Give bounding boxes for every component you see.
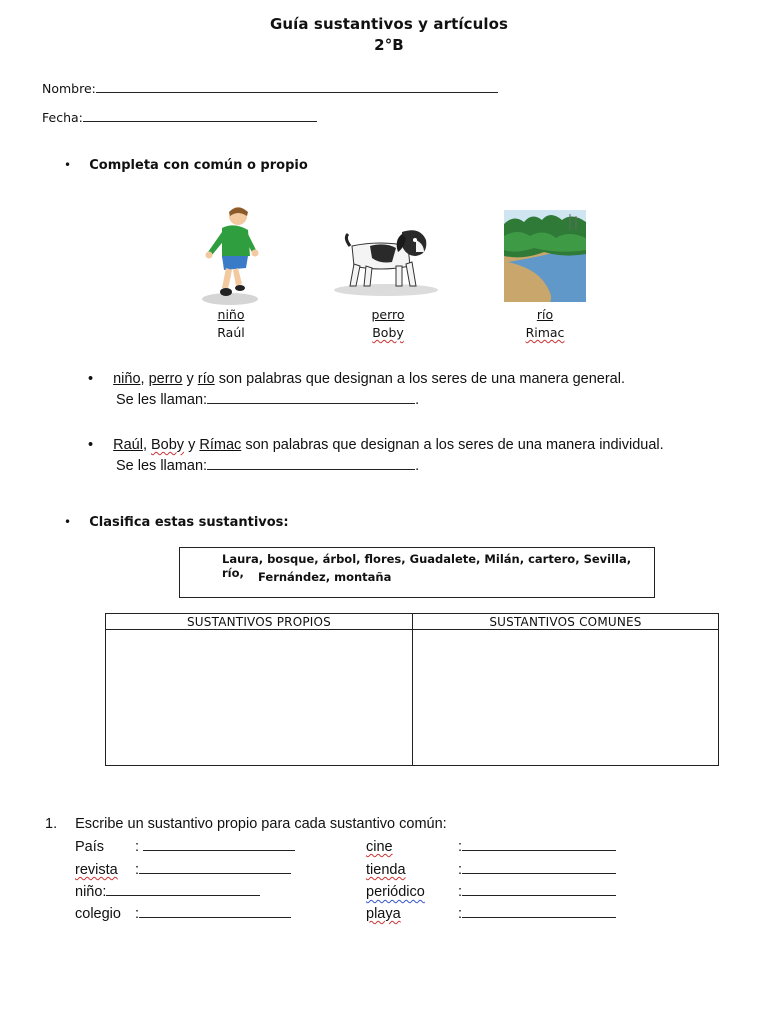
- name-field[interactable]: [42, 80, 498, 96]
- word-list-line1: Laura, bosque, árbol, flores, Guadalete, Milán, cartero, Sevilla, río,: [222, 552, 632, 580]
- bullet-icon: •: [88, 437, 94, 453]
- answer-line-revista[interactable]: [139, 861, 291, 874]
- answer-line-general[interactable]: [207, 391, 415, 404]
- date-label: Fecha:: [42, 110, 83, 125]
- answer-line-playa[interactable]: [462, 905, 616, 918]
- proper-noun-label: Raúl: [217, 325, 245, 340]
- word-list-line2: Fernández, montaña: [258, 570, 392, 584]
- common-noun-label: río: [536, 307, 554, 322]
- proper-noun-label: Rimac: [525, 325, 565, 340]
- answer-line-pais[interactable]: [143, 838, 295, 851]
- answer-line-tienda[interactable]: [462, 861, 616, 874]
- date-field[interactable]: [42, 109, 317, 125]
- bullet-icon: •: [64, 158, 72, 172]
- cell-common-nouns[interactable]: [413, 630, 719, 766]
- name-blank-line[interactable]: [96, 80, 498, 93]
- row-pais: País :: [75, 838, 295, 855]
- boy-running-icon: [198, 204, 262, 308]
- name-label: Nombre:: [42, 81, 96, 96]
- answer-line-periodico[interactable]: [462, 883, 616, 896]
- common-noun-label: perro: [371, 307, 405, 322]
- row-tienda: tienda :: [366, 861, 616, 878]
- date-blank-line[interactable]: [83, 109, 317, 122]
- row-playa: playa :: [366, 905, 616, 922]
- dog-icon: [330, 226, 442, 298]
- page-subtitle: 2°B: [374, 36, 404, 54]
- header-proper-nouns: SUSTANTIVOS PROPIOS: [106, 614, 413, 630]
- picture2-labels: [333, 306, 443, 342]
- header-common-nouns: SUSTANTIVOS COMUNES: [413, 614, 719, 630]
- answer-line-individual[interactable]: [207, 457, 415, 470]
- section1-instruction: • Completa con común o propio: [64, 158, 308, 173]
- cell-proper-nouns[interactable]: [106, 630, 413, 766]
- answer-line-nino[interactable]: [106, 883, 260, 896]
- classification-table: [105, 613, 719, 766]
- bullet-icon: •: [64, 515, 72, 529]
- word-list-box: [179, 547, 655, 598]
- statement-general: • niño, perro y río son palabras que designan a los seres de una manera general. Se les llaman: .: [88, 371, 625, 408]
- row-cine: cine :: [366, 838, 616, 855]
- answer-line-colegio[interactable]: [139, 905, 291, 918]
- common-noun-label: niño: [217, 307, 245, 322]
- proper-noun-label: Boby: [372, 325, 404, 340]
- answer-line-cine[interactable]: [462, 838, 616, 851]
- bullet-icon: •: [88, 371, 94, 387]
- statement-individual: • Raúl, Boby y Rímac son palabras que designan a los seres de una manera individual. Se les llaman: .: [88, 437, 664, 474]
- picture1-labels: [176, 306, 286, 342]
- row-colegio: colegio :: [75, 905, 291, 922]
- page-title: Guía sustantivos y artículos: [269, 15, 509, 33]
- row-nino: niño:: [75, 883, 260, 900]
- row-revista: revista :: [75, 861, 291, 878]
- picture3-labels: [490, 306, 600, 342]
- row-periodico: periódico :: [366, 883, 616, 900]
- section2-instruction: • Clasifica estas sustantivos:: [64, 515, 289, 530]
- river-icon: [504, 210, 586, 302]
- exercise1-instruction: 1. Escribe un sustantivo propio para cada sustantivo común:: [45, 816, 447, 832]
